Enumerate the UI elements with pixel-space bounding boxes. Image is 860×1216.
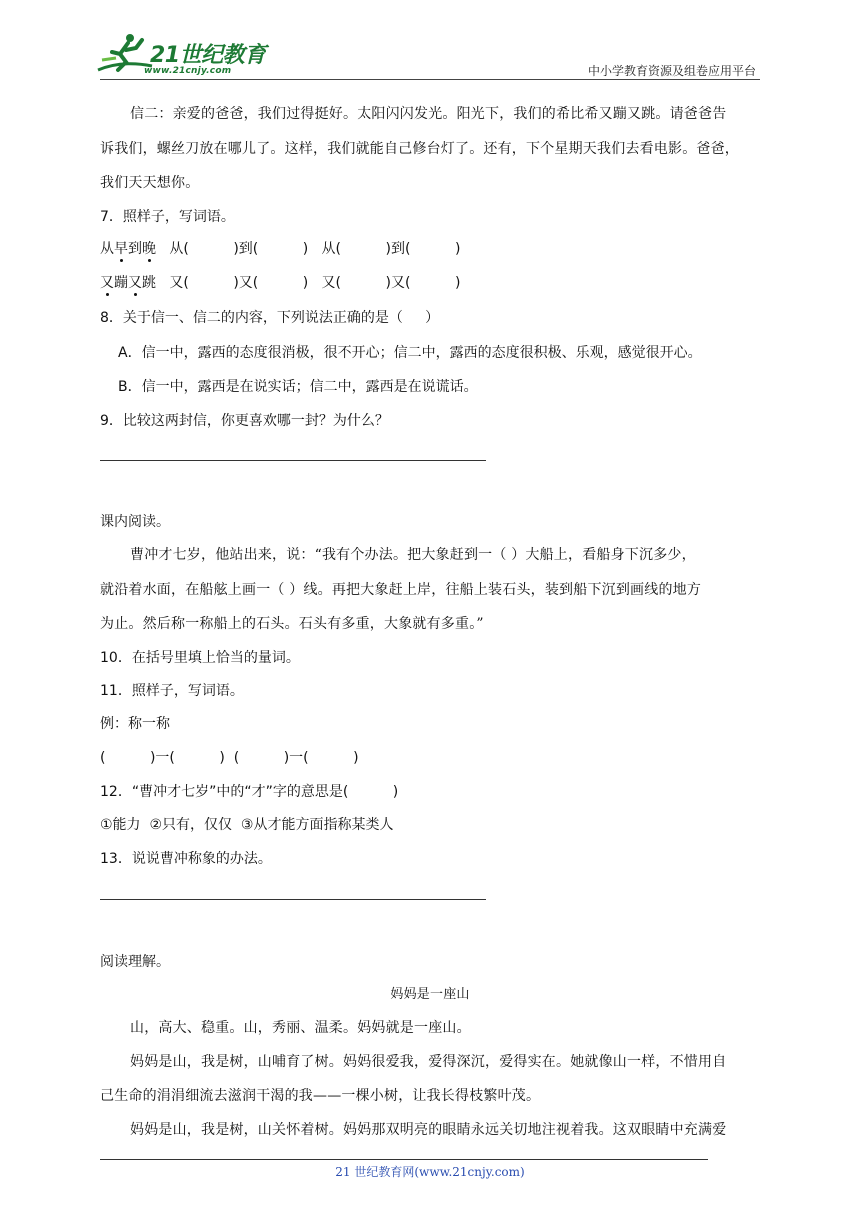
q7-blanks-2: 又( )又( ) 又( )又( ): [169, 275, 461, 291]
question-7: 7．照样子，写词语。: [100, 209, 235, 225]
example-char: 从: [100, 241, 114, 257]
header-platform-text: 中小学教育资源及组卷应用平台: [587, 64, 756, 78]
example-char: 到: [128, 241, 142, 257]
dotted-char: 晚: [142, 241, 156, 257]
passage-line3: 为止。然后称一称船上的石头。石头有多重，大象就有多重。”: [100, 616, 484, 632]
letter2-line2: 诉我们，螺丝刀放在哪儿了。这样，我们就能自己修台灯了。还有，下个星期天我们去看电影。爸爸，: [100, 141, 739, 157]
example-char: 蹦: [114, 275, 128, 291]
section-title-reading-comprehension: 阅读理解。: [100, 954, 170, 970]
letter2-line1: 信二：亲爱的爸爸，我们过得挺好。太阳闪闪发光。阳光下，我们的希比希又蹦又跳。请爸爸告: [130, 106, 727, 122]
q7-example-1: [100, 239, 460, 259]
reading-p1: 山，高大、稳重。山，秀丽、温柔。妈妈就是一座山。: [130, 1020, 471, 1036]
logo-text: 21世纪教育: [150, 43, 266, 68]
footer-link[interactable]: 21 世纪教育网(www.21cnjy.com): [335, 1165, 525, 1179]
reading-p2-line1: 妈妈是山，我是树，山哺育了树。妈妈很爱我，爱得深沉，爱得实在。她就像山一样，不惜用自: [130, 1054, 727, 1070]
question-11: 11．照样子，写词语。: [100, 683, 244, 699]
question-10: 10．在括号里填上恰当的量词。: [100, 650, 300, 666]
poem-title: 妈妈是一座山: [390, 987, 470, 1002]
q11-example: 例：称一称: [100, 716, 170, 732]
q12-options: ①能力 ②只有，仅仅 ③从才能方面指称某类人: [100, 817, 394, 833]
q9-answer-line[interactable]: [100, 460, 486, 461]
dotted-char: 早: [114, 241, 128, 257]
q13-answer-line[interactable]: [100, 899, 486, 900]
reading-p2-line2: 己生命的涓涓细流去滋润干渴的我——一棵小树，让我长得枝繁叶茂。: [100, 1088, 541, 1104]
passage-line2: 就沿着水面，在船舷上画一（ ）线。再把大象赶上岸，往船上装石头，装到船下沉到画线的地方: [100, 582, 702, 598]
header-divider: [100, 79, 760, 80]
question-13: 13．说说曹冲称象的办法。: [100, 851, 272, 867]
q7-example-2: [100, 273, 460, 293]
q8-option-b: B．信一中，露西是在说实话；信二中，露西是在说谎话。: [118, 379, 478, 395]
example-char: 跳: [142, 275, 156, 291]
logo-url: www.21cnjy.com: [144, 66, 232, 76]
reading-p3: 妈妈是山，我是树，山关怀着树。妈妈那双明亮的眼睛永远关切地注视着我。这双眼睛中充满爱: [130, 1122, 727, 1138]
passage-line1: 曹冲才七岁，他站出来，说：“我有个办法。把大象赶到一（ ）大船上，看船身下沉多少，: [130, 547, 696, 563]
question-9: 9．比较这两封信，你更喜欢哪一封？为什么？: [100, 413, 389, 429]
section-title-in-class-reading: 课内阅读。: [100, 514, 170, 530]
dotted-char: 又: [128, 275, 142, 291]
question-8: 8．关于信一、信二的内容，下列说法正确的是（ ）: [100, 310, 440, 326]
q8-option-a: A．信一中，露西的态度很消极，很不开心；信二中，露西的态度很积极、乐观，感觉很开心。: [118, 345, 702, 361]
question-12: 12．“曹冲才七岁”中的“才”字的意思是( ): [100, 784, 399, 800]
q7-blanks-1: 从( )到( ) 从( )到( ): [169, 241, 461, 257]
footer-divider: [100, 1159, 708, 1160]
q11-blanks: ( )一( ) ( )一( ): [100, 750, 359, 766]
letter2-line3: 我们天天想你。: [100, 175, 200, 191]
dotted-char: 又: [100, 275, 114, 291]
